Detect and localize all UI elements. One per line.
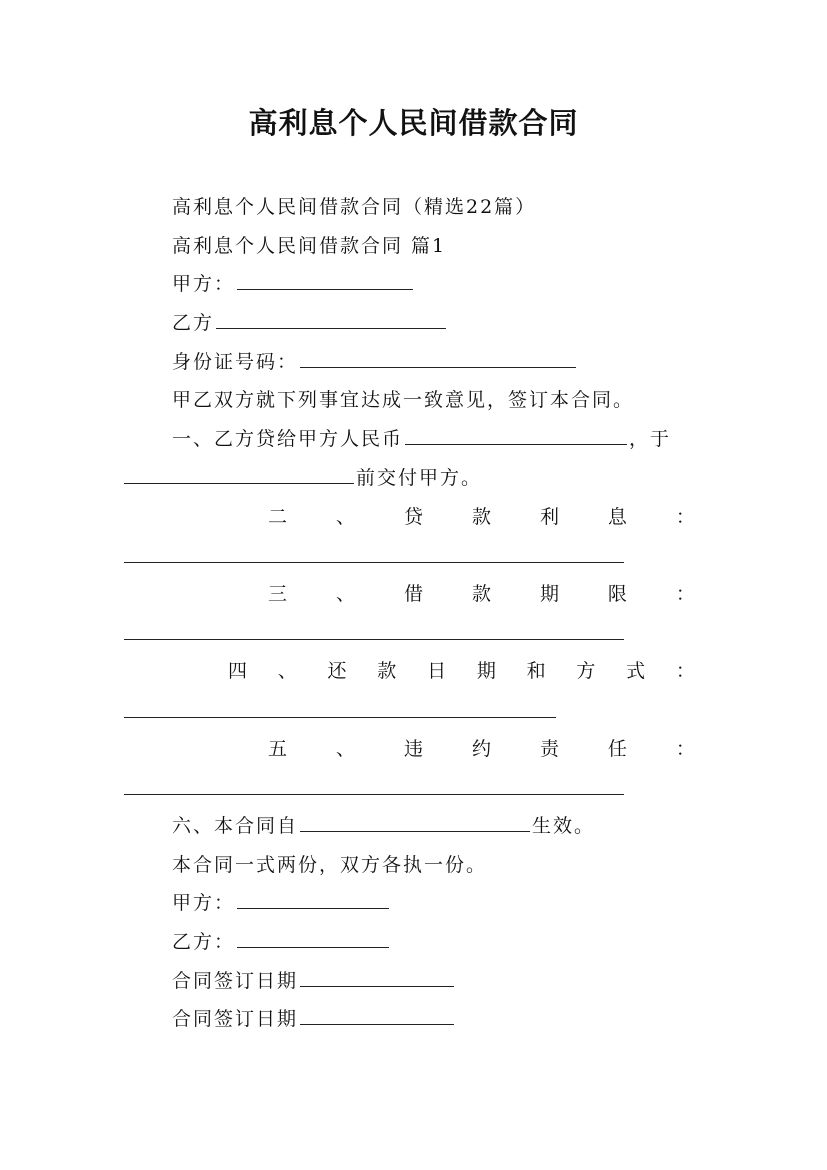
party-a-line	[124, 265, 703, 304]
copies-line	[124, 846, 703, 885]
clause-2-heading	[124, 498, 703, 537]
sign-date-blank-2[interactable]	[300, 1000, 454, 1025]
clause-1-line-2	[124, 459, 703, 498]
document-title: 高利息个人民间借款合同	[248, 106, 579, 140]
document-subtitle	[124, 188, 703, 227]
clause-5-heading	[124, 730, 703, 769]
liability-blank[interactable]	[124, 770, 624, 795]
clause-4-heading	[124, 652, 703, 691]
clause-3-char: 期	[539, 582, 559, 605]
clause-4-char: 和	[526, 660, 546, 683]
clause-1-text-a: 一、乙方贷给甲方人民币	[172, 428, 404, 451]
loan-term-blank[interactable]	[124, 615, 624, 640]
subtitle-text: 高利息个人民间借款合同（精选22篇）	[172, 196, 537, 218]
clause-4-char: 期	[476, 660, 496, 683]
sign-party-b-blank[interactable]	[237, 923, 389, 948]
sign-date-blank-1[interactable]	[300, 962, 454, 987]
sign-party-a-label: 甲方：	[172, 892, 236, 915]
clause-3-char: ：	[675, 582, 695, 605]
clause-5-char: 五	[268, 737, 288, 760]
id-number-label: 身份证号码：	[172, 350, 299, 373]
copies-text: 本合同一式两份，双方各执一份。	[172, 853, 488, 876]
clause-4-char: 式	[626, 660, 646, 683]
clause-4-char: 方	[576, 660, 596, 683]
clause-3-char: 、	[335, 582, 355, 605]
clause-2-char: 息	[607, 505, 627, 528]
clause-4-char: ：	[675, 660, 695, 683]
clause-4-char: 四	[228, 660, 248, 683]
clause-2-blank-line	[124, 536, 703, 575]
loan-amount-blank[interactable]	[405, 420, 627, 445]
clause-2-char: 利	[539, 505, 559, 528]
clause-6-line	[124, 807, 703, 846]
clause-5-char: ：	[675, 737, 695, 760]
clause-5-char: 任	[607, 737, 627, 760]
clause-3-char: 限	[607, 582, 627, 605]
clause-3-heading	[124, 575, 703, 614]
agreement-intro	[124, 381, 703, 420]
repayment-blank[interactable]	[124, 693, 556, 718]
sign-party-b-line	[124, 923, 703, 962]
clause-1-line-1	[124, 420, 703, 459]
id-number-line	[124, 343, 703, 382]
clause-3-char: 款	[471, 582, 491, 605]
clause-2-char: 、	[335, 505, 355, 528]
clause-2-char: ：	[675, 505, 695, 528]
clause-3-char: 三	[268, 582, 288, 605]
clause-6-text-b: 生效。	[532, 815, 596, 837]
section-heading	[124, 227, 703, 266]
clause-2-char: 贷	[403, 505, 423, 528]
party-a-label: 甲方：	[172, 273, 236, 296]
sign-party-b-label: 乙方：	[172, 931, 236, 954]
party-a-blank[interactable]	[237, 265, 413, 290]
id-number-blank[interactable]	[300, 343, 576, 368]
clause-4-char: 款	[377, 660, 397, 683]
clause-6-text-a: 六、本合同自	[172, 815, 299, 837]
sign-party-a-line	[124, 884, 703, 923]
sign-date-label: 合同签订日期	[172, 1008, 299, 1031]
party-b-blank[interactable]	[216, 304, 446, 329]
clause-5-char: 违	[403, 737, 423, 760]
sign-date-line-2	[124, 1000, 703, 1039]
clause-4-char: 还	[327, 660, 347, 683]
agreement-intro-text: 甲乙双方就下列事宜达成一致意见，签订本合同。	[172, 389, 635, 412]
clause-4-char: 日	[427, 660, 447, 683]
sign-party-a-blank[interactable]	[237, 884, 389, 909]
sign-date-label: 合同签订日期	[172, 969, 299, 992]
effective-date-blank[interactable]	[300, 807, 530, 832]
clause-4-char: 、	[277, 660, 297, 683]
clause-1-text-c: 前交付甲方。	[356, 466, 483, 489]
clause-5-char: 责	[539, 737, 559, 760]
clause-1-text-b: ，于	[629, 428, 672, 451]
interest-blank[interactable]	[124, 538, 624, 563]
party-b-line	[124, 304, 703, 343]
party-b-label: 乙方	[172, 312, 215, 335]
sign-date-line-1	[124, 962, 703, 1001]
delivery-date-blank[interactable]	[124, 459, 354, 484]
clause-3-blank-line	[124, 614, 703, 653]
clause-2-char: 款	[471, 505, 491, 528]
clause-2-char: 二	[268, 505, 288, 528]
clause-5-char: 约	[471, 737, 491, 760]
clause-3-char: 借	[403, 582, 423, 605]
section-heading-text: 高利息个人民间借款合同 篇1	[172, 234, 447, 257]
clause-4-blank-line	[124, 691, 703, 730]
clause-5-char: 、	[335, 737, 355, 760]
clause-5-blank-line	[124, 768, 703, 807]
